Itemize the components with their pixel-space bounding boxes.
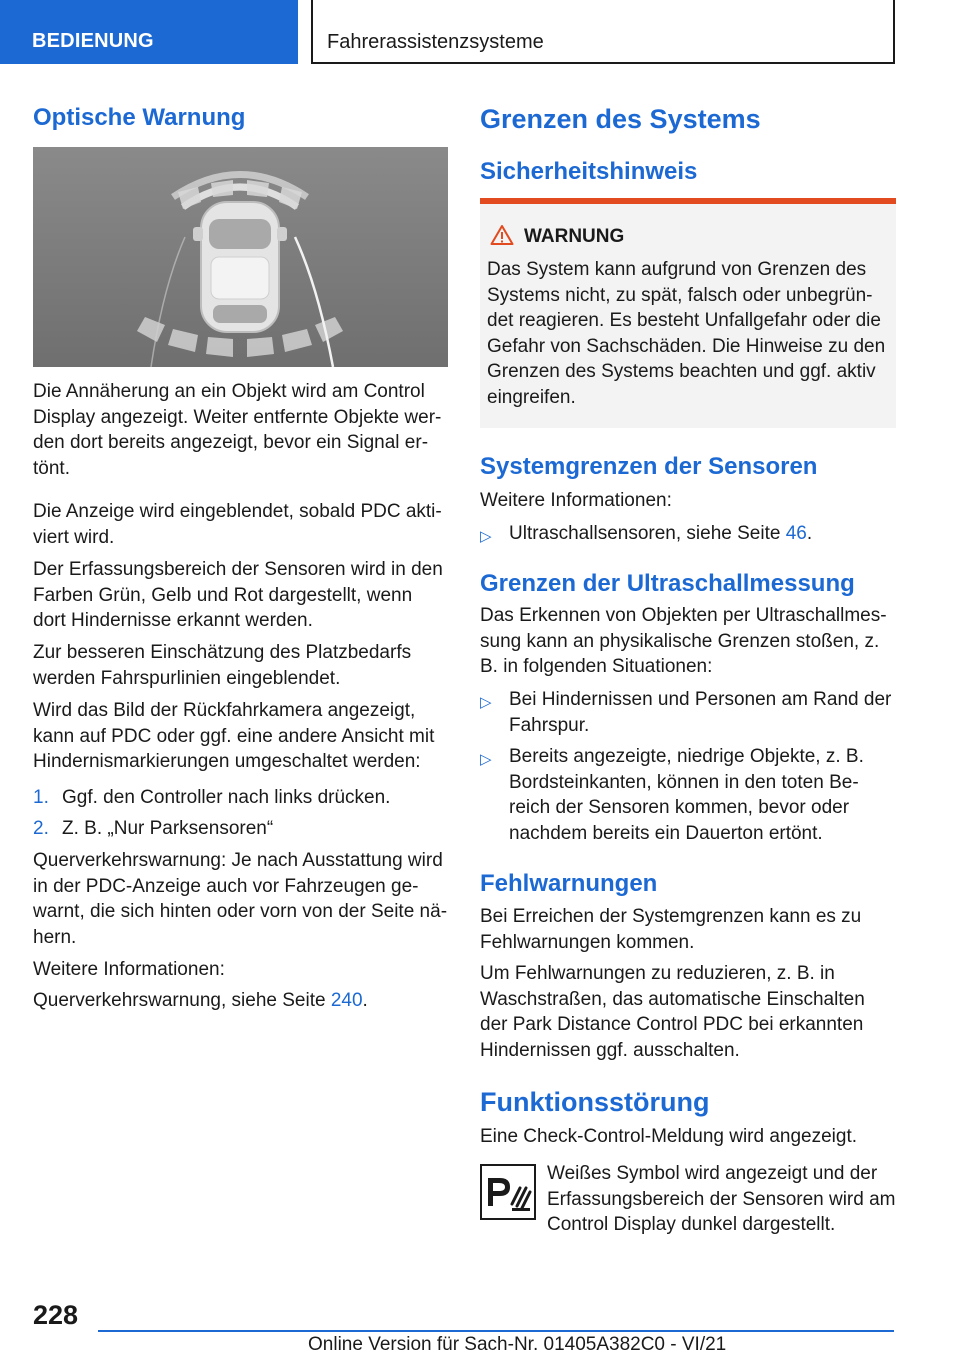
step-text: Ggf. den Controller nach links drücken. — [62, 787, 391, 808]
pdc-parking-display-graphic — [33, 147, 448, 367]
paragraph-symbol-note: Weißes Symbol wird angezeigt und der Erfassungsbereich der Sensoren wird am Control Display dunkel dargestellt. — [547, 1163, 896, 1235]
footer-version: Online Version für Sach-Nr. 01405A382C0 - VI/21 — [308, 1334, 727, 1355]
paragraph-reduce-false-warnings: Um Fehlwarnungen zu reduzieren, z. B. in Waschstraßen, das automatische Einschalten der Park Distance Control PDC bei erkannten Hindernissen ggf. ausschalten. — [480, 963, 865, 1061]
list-item — [480, 521, 896, 547]
paragraph-false-warnings: Bei Erreichen der Systemgrenzen kann es zu Fehlwarnungen kommen. — [480, 906, 862, 953]
paragraph-lane-lines: Zur besseren Einschätzung des Platzbedarfs werden Fahrspurlinien eingeblendet. — [33, 642, 412, 689]
heading-ultraschallmessung: Grenzen der Ultraschallmessung — [480, 570, 855, 597]
paragraph-approach: Die Annäherung an ein Objekt wird am Control Display angezeigt. Weiter entfernte Objekte werden dort bereits angezeigt, bevor ein Signal ertönt. — [33, 381, 442, 479]
step-text: Z. B. „Nur Parksensoren“ — [62, 818, 274, 839]
sensors-ref-text: Ultraschallsensoren, siehe Seite — [509, 523, 786, 544]
paragraph-ultrasound: Das Erkennen von Objekten per Ultraschallmessung kann an physikalische Grenzen stoßen, z. B. in folgenden Situationen: — [480, 605, 887, 677]
warning-label: WARNUNG — [524, 226, 625, 247]
pdc-symbol-icon — [480, 1164, 536, 1220]
cross-ref-text: Querverkehrswarnung, siehe Seite — [33, 990, 331, 1011]
list-item-text: Bereits angezeigte, niedrige Objekte, z. B. Bordsteinkanten, können in den toten Bereich der Sensoren kommen, bevor oder nachdem bereits ein Dauerton ertönt. — [509, 746, 864, 844]
list-item-text — [509, 521, 812, 547]
step-number: 1. — [33, 787, 49, 808]
header-section-label: BEDIENUNG — [32, 30, 154, 52]
list-item-text: Bei Hindernissen und Personen am Rand der Fahrspur. — [509, 689, 892, 736]
warning-box — [480, 198, 896, 428]
list-item — [480, 687, 896, 739]
list-item — [480, 744, 896, 848]
step-number: 2. — [33, 818, 49, 839]
header-chapter-label: Fahrerassistenzsysteme — [327, 31, 544, 53]
paragraph-cross-ref — [33, 988, 448, 1014]
heading-fehlwarnungen: Fehlwarnungen — [480, 870, 658, 897]
paragraph-camera: Wird das Bild der Rückfahrkamera angezeigt, kann auf PDC oder ggf. eine andere Ansicht mit Hindernismarkierungen umgeschaltet werden: — [33, 700, 435, 772]
header-chapter-box — [311, 0, 895, 64]
heading-optische-warnung: Optische Warnung — [33, 104, 246, 131]
warning-text: Das System kann aufgrund von Grenzen des Systems nicht, zu spät, falsch oder unbegründet reagieren. Es besteht Unfallgefahr oder die Gefahr von Sachschäden. Die Hinweise zu den Grenzen des Systems beachten und ggf. aktiv eingreifen. — [487, 259, 886, 408]
page-link-240[interactable]: 240 — [330, 990, 363, 1011]
heading-sicherheitshinweis: Sicherheitshinweis — [480, 158, 698, 185]
page-link-46[interactable]: 46 — [785, 523, 807, 544]
footer-divider — [98, 1330, 894, 1332]
heading-grenzen-des-systems: Grenzen des Systems — [480, 104, 761, 134]
bullet-triangle-icon: ▷ — [480, 528, 492, 545]
car-sensor-illustration — [33, 147, 448, 367]
paragraph-detection-area: Der Erfassungsbereich der Sensoren wird in den Farben Grün, Gelb und Rot dargestellt, wenn dort Hindernisse erkannt werden. — [33, 559, 443, 631]
heading-systemgrenzen-sensoren: Systemgrenzen der Sensoren — [480, 453, 818, 480]
bullet-triangle-icon: ▷ — [480, 694, 492, 711]
warning-triangle-icon — [490, 224, 514, 246]
pdc-p-symbol-icon — [482, 1166, 534, 1218]
heading-funktionsstoerung: Funktionsstörung — [480, 1087, 710, 1117]
paragraph-more-info: Weitere Informationen: — [33, 959, 225, 980]
paragraph-check-control: Eine Check-Control-Meldung wird angezeigt. — [480, 1126, 858, 1147]
step-item — [33, 785, 448, 811]
step-item — [33, 816, 448, 842]
paragraph-cross-traffic: Querverkehrswarnung: Je nach Ausstattung wird in der PDC-Anzeige auch vor Fahrzeugen gewarnt, die sich hinten oder vorn von der Seite nähern. — [33, 850, 448, 948]
header-section-tab — [0, 0, 298, 64]
page-number: 228 — [33, 1300, 79, 1330]
warning-bar — [480, 198, 896, 204]
bullet-triangle-icon: ▷ — [480, 751, 492, 768]
cross-ref-suffix: . — [362, 990, 368, 1011]
paragraph-display-on: Die Anzeige wird eingeblendet, sobald PDC aktiviert wird. — [33, 501, 442, 548]
paragraph-sensors-info: Weitere Informationen: — [480, 490, 672, 511]
sensors-ref-suffix: . — [806, 523, 813, 544]
